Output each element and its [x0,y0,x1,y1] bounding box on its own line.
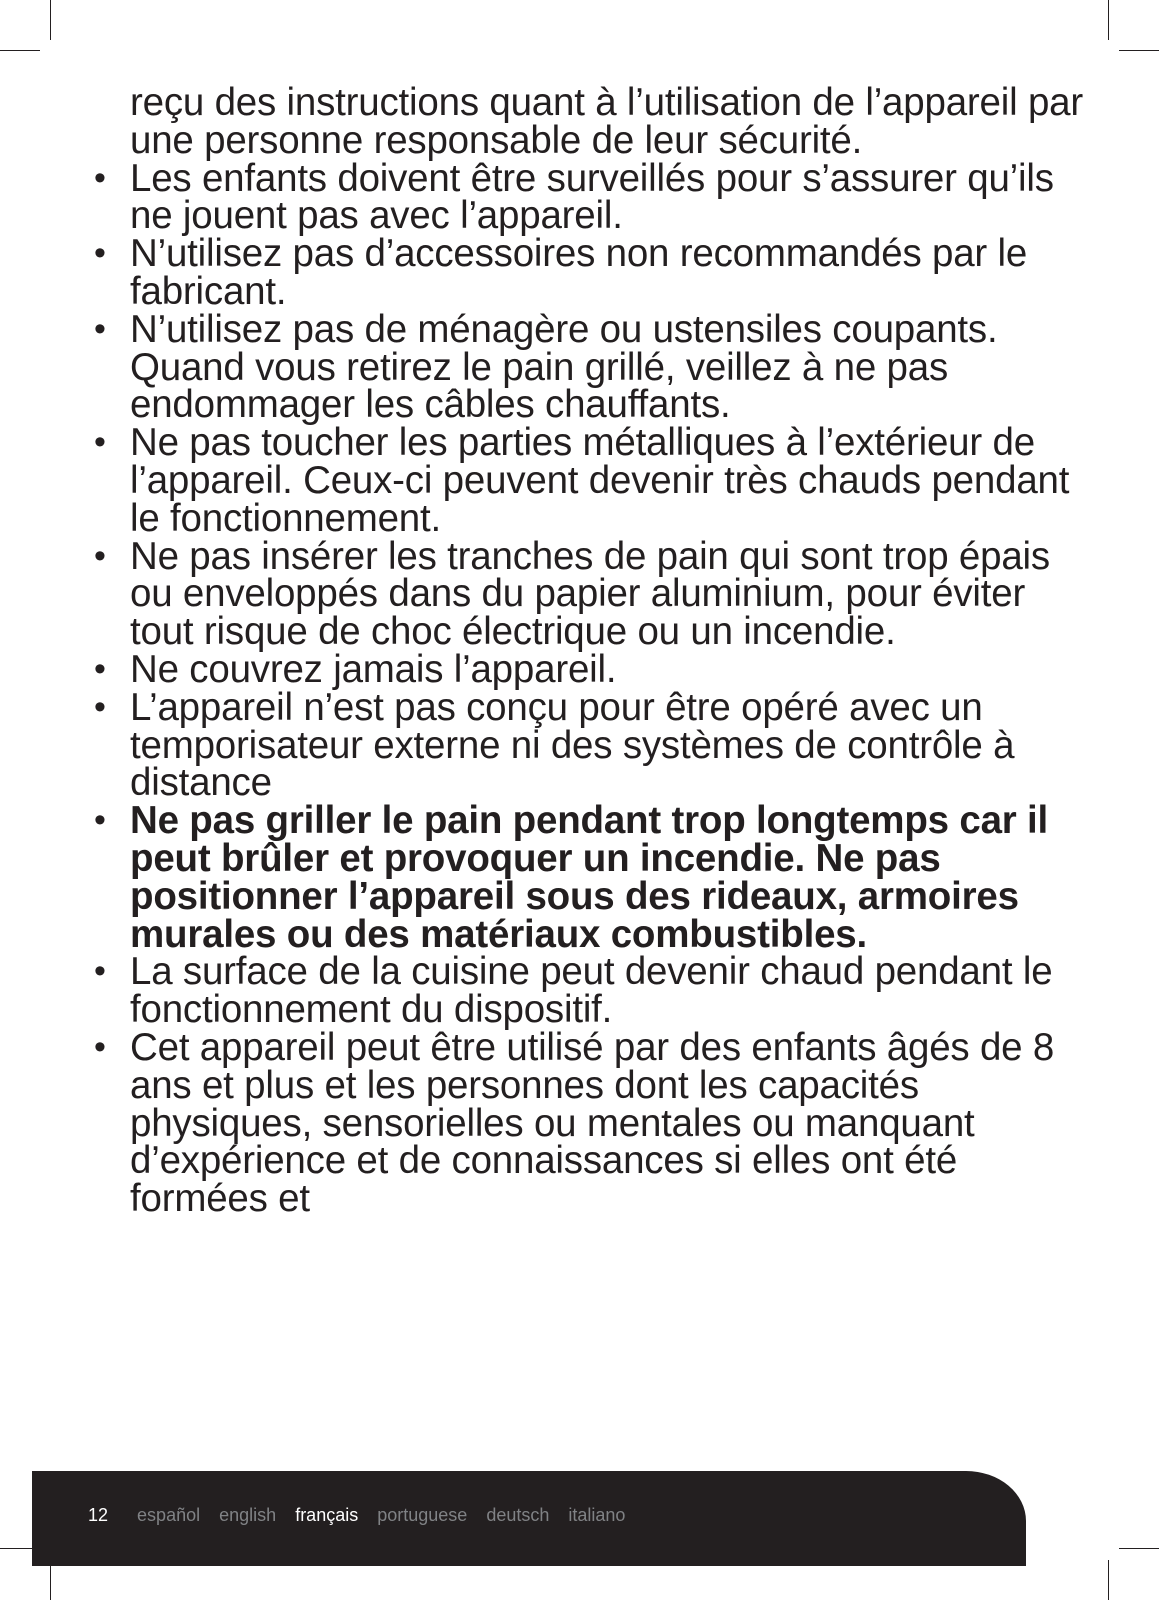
list-item-warning [88,799,1088,956]
crop-mark [50,1560,51,1600]
bullet-icon: • [94,234,106,273]
bullet-icon: • [94,536,106,575]
list-item [88,685,1088,805]
safety-instructions [88,81,1088,1221]
language-link-francais[interactable]: français [295,1505,359,1525]
language-link-italiano[interactable]: italiano [568,1505,626,1525]
bullet-icon: • [94,423,106,462]
language-link-english[interactable]: english [219,1505,277,1525]
crop-mark [1108,1560,1109,1600]
list-item-text: L’appareil n’est pas conçu pour être opéré avec un temporisateur externe ni des systèmes de contrôle à distance [130,685,1015,805]
bullet-icon: • [94,158,106,197]
bullet-icon: • [94,952,106,991]
bullet-icon: • [94,649,106,688]
bullet-icon: • [94,687,106,726]
list-item-text: Ne pas toucher les parties métalliques à l’extérieur de l’appareil. Ceux-ci peuvent devenir très chauds pendant le fonctionnement. [130,421,1070,540]
language-link-deutsch[interactable]: deutsch [486,1505,550,1525]
list-item [88,232,1088,313]
list-item [88,534,1088,654]
list-item [88,156,1088,238]
list-item-text: La surface de la cuisine peut devenir chaud pendant le fonctionnement du dispositif. [130,950,1053,1032]
language-link-espanol[interactable]: español [137,1505,201,1525]
bullet-icon: • [94,801,106,840]
list-item-text: Ne pas insérer les tranches de pain qui sont trop épais ou enveloppés dans du papier aluminium, pour éviter tout risque de choc électrique ou un incendie. [130,534,1050,654]
list-item-text: Ne pas griller le pain pendant trop longtemps car il peut brûler et provoquer un incendie. Ne pas positionner l’appareil sous des rideaux, armoires murales ou des matériaux combustibles. [130,799,1049,956]
list-item [88,421,1088,540]
language-link-portuguese[interactable]: portuguese [377,1505,468,1525]
list-item [88,647,1088,691]
list-item-text: N’utilisez pas de ménagère ou ustensiles coupants. Quand vous retirez le pain grillé, veillez à ne pas endommager les câbles chauffants. [130,307,998,427]
footer-row [88,1505,639,1525]
crop-mark [0,50,40,51]
crop-mark [1108,0,1109,40]
list-item [88,950,1088,1032]
list-item [88,1025,1088,1221]
page-number: 12 [88,1505,109,1525]
page-footer [32,1471,1026,1566]
crop-mark [50,0,51,40]
bullet-icon: • [94,309,106,348]
crop-mark [1119,50,1159,51]
list-item-text: Les enfants doivent être surveillés pour s’assurer qu’ils ne jouent pas avec l’appareil. [130,156,1054,238]
list-item-text: N’utilisez pas d’accessoires non recommandés par le fabricant. [130,232,1028,313]
crop-mark [1119,1548,1159,1549]
bullet-icon: • [94,1027,106,1066]
list-item [88,307,1088,427]
list-item-text: Ne couvrez jamais l’appareil. [130,647,617,691]
continuation-paragraph: reçu des instructions quant à l’utilisation de l’appareil par une personne responsable de leur sécurité. [130,81,1083,162]
instruction-list [88,156,1088,1221]
list-item-text: Cet appareil peut être utilisé par des enfants âgés de 8 ans et plus et les personnes dont les capacités physiques, sensorielles ou mentales ou manquant d’expérience et de connaissances si elles ont été formées et [130,1025,1055,1221]
